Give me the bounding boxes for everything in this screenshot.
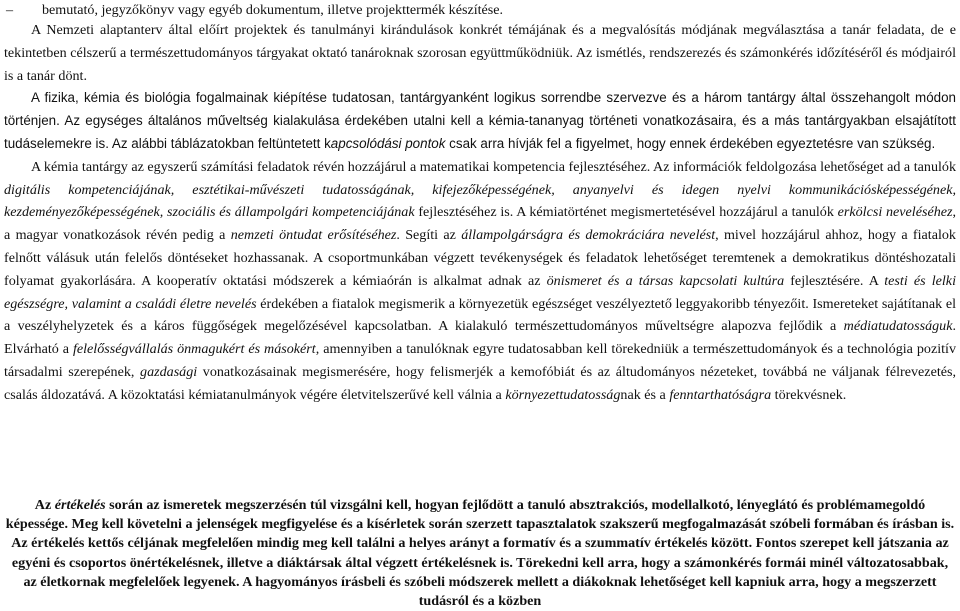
text-segment: A kémia tantárgy az egyszerű számítási feladatok révén hozzájárul a matematikai kompetencia fejlesztéséhez. Az információk feldolgozása lehetőséget ad a tanulók xyxy=(31,158,956,175)
text-segment: , mivel hozzájárul ahhoz, hogy a fiatalok felnőtt válásuk után felelős döntéseket hozhassanak. A csoportmunkában végzett tevékenységek és feladatok lehetőséget teremtenek a demokratikus döntéshozatali folyamat gyakorlására. A kooperatív oktatási módszerek a kémiaórán is alkalmat adnak az xyxy=(4,227,956,289)
text-segment: fejlesztésére. A xyxy=(784,272,885,289)
text-segment: . Segíti az xyxy=(396,227,462,244)
text-segment: . Elvárható a xyxy=(4,318,956,358)
text-segment: során az ismeretek megszerzésén túl vizsgálni kell, hogyan fejlődött a tanuló absztrakciós, modellalkotó, lényeglátó és problémamegoldó képessége. Meg kell követelni a jelenségek megfigyelése és a kísérletek során szerzett tapasztalatok szakszerű megfogalmazását szóbeli formában és írásban is. Az értékelés kettős céljának megfelelően mindig meg kell találni a helyes arányt a formatív és a szummatív értékelés között. Fontos szerepet kell játszania az egyéni és csoportos önértékelésnek, illetve a diáktársak által végzett értékelésnek is. Törekedni kell arra, hogy a számonkérés formái minél változatosabbak, az életkornak megfelelőek legyenek. A hagyományos írásbeli és szóbeli módszerek mellett a diákoknak lehetőséget kell kapniuk arra, hogy a megszerzett tudásról és a közben xyxy=(5,497,955,610)
italic-text-segment: testi és lelki egészségre, valamint a családi életre nevelés xyxy=(4,272,956,312)
paragraph-concepts xyxy=(4,87,956,155)
italic-text-segment: felelősségvállalás önmagukért és másokért xyxy=(72,341,316,358)
text-segment: , a magyar vonatkozások révén pedig a xyxy=(4,204,957,244)
italic-text-segment: apcsolódási pontok xyxy=(330,135,446,151)
italic-text-segment: médiatudatosságuk xyxy=(843,318,953,335)
text-segment: fejlesztéséhez is. A kémiatörténet megismertetésével hozzájárul a tanulók xyxy=(414,204,838,221)
text-segment: Az egységes általános műveltség kialakulása érdekében utalni kell a kémia-tananyag történeti vonatkozásaira, és a más tantárgyakban elsajátított tudáselemekre is. Az alábbi táblázatokban feltüntetett k xyxy=(4,113,956,151)
text-segment: nak és a xyxy=(620,386,670,403)
italic-text-segment: digitális kompetenciájának, esztétikai-művészeti tudatosságának, kifejezőképességének, anyanyelvi és idegen nyelvi kommunikációsképességének, kezdeményezőképességének, szociális és állampolgári kompetenciájának xyxy=(4,181,956,221)
italic-text-segment: állampolgárságra és demokráciára nevelést xyxy=(461,227,716,244)
italic-text-segment: értékelés xyxy=(54,497,106,513)
paragraph-competences xyxy=(4,156,956,407)
italic-text-segment: nemzeti öntudat erősítéséhez xyxy=(230,227,397,244)
italic-text-segment: gazdasági xyxy=(140,363,198,380)
body-text xyxy=(4,19,956,407)
bullet-item xyxy=(4,0,956,20)
evaluation-paragraph xyxy=(4,496,956,611)
paragraph-projects xyxy=(4,19,956,87)
italic-text-segment: fenntarthatóságra xyxy=(669,386,772,403)
text-segment: , amennyiben a tanulóknak egyre tudatosabban kell törekedniük a természettudományok és a technológia pozitív társadalmi szerepének, xyxy=(4,341,956,380)
italic-text-segment: erkölcsi neveléséhez xyxy=(837,204,953,221)
text-segment: vonatkozásainak megismerésére, hogy felismerjék a kemofóbiát és az áltudományos nézeteket, továbbá ne váljanak félrevezetés, csalás áldozatává. A közoktatási kémiatanulmányok végére életvitelszerűvé kell válnia a xyxy=(4,363,956,403)
text-segment: Az ismétlés, rendszerezés és számonkérés időzítéséről és módjairól is a tanár dönt. xyxy=(4,44,956,84)
bullet-text: bemutató, jegyzőkönyv vagy egyéb dokumentum, illetve projekttermék készítése. xyxy=(42,2,504,18)
text-segment: Az xyxy=(34,497,55,513)
italic-text-segment: környezettudatosság xyxy=(505,386,621,403)
italic-text-segment: önismeret és a társas kapcsolati kultúra xyxy=(546,272,785,289)
text-segment: érdekében a fiatalok megismerik a környezetük egészséget veszélyeztető leggyakoribb tényezőit. Ismereteket sajátítanak el a veszélyhelyzetek és a káros függőségek megelőzésével kapcsolatban. A kialakuló természettudományos műveltségre alapozva fejlődik a xyxy=(4,295,957,335)
text-segment: A Nemzeti alaptanterv által előírt projektek és tanulmányi kirándulások konkrét témájának és a megvalósítás módjának megválasztása a tanár feladata, de e tekintetben célszerű a természettudományos tárgyakat oktató tanároknak szorosan együttműködniük. xyxy=(4,22,956,61)
bullet-dash: – xyxy=(6,2,14,18)
text-segment: A fizika, kémia és biológia fogalmainak kiépítése tudatosan, tantárgyanként logikus sorrendbe szervezve és a három tantárgy által összehangolt módon történjen. xyxy=(4,90,956,129)
text-segment: törekvésnek. xyxy=(771,386,847,403)
text-segment: csak arra hívják fel a figyelmet, hogy ennek érdekében egyeztetésre van szükség. xyxy=(445,135,936,151)
